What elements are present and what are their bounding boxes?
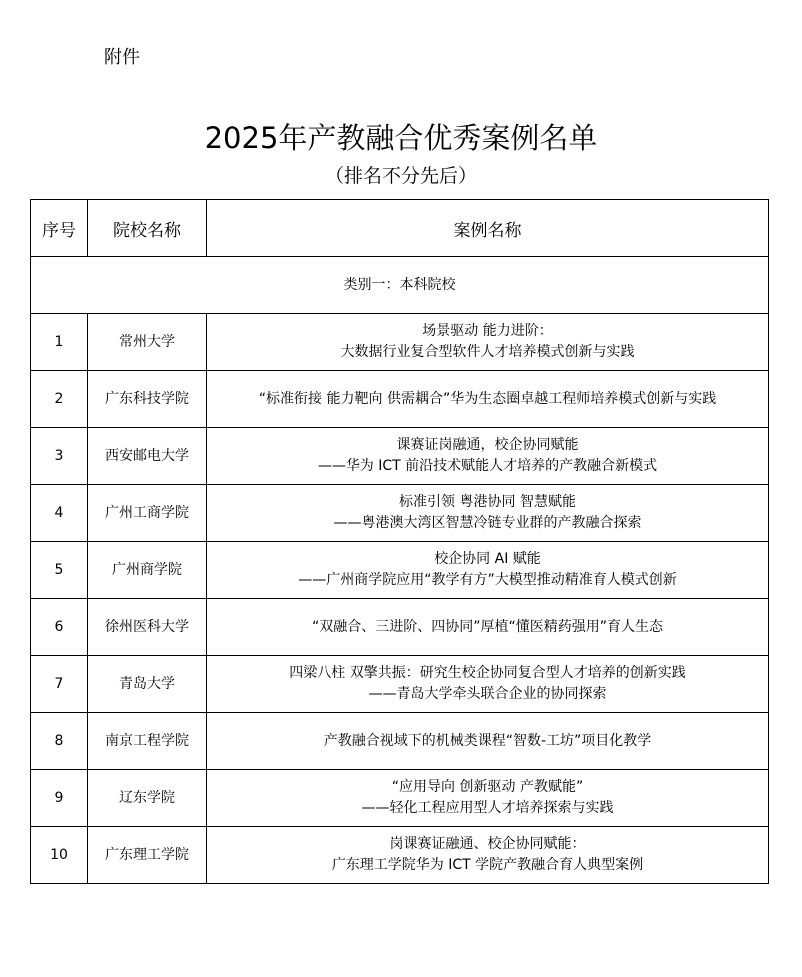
- case-name-line: 产教融合视域下的机械类课程“智数-工坊”项目化教学: [323, 732, 652, 749]
- row-serial-number: 2: [31, 371, 88, 428]
- row-case-name: [207, 371, 769, 428]
- case-name-line: “标准衔接 能力靶向 供需耦合”华为生态圈卓越工程师培养模式创新与实践: [258, 390, 717, 407]
- document-subtitle: （排名不分先后）: [324, 165, 477, 187]
- case-name-line: 大数据行业复合型软件人才培养模式创新与实践: [340, 344, 635, 360]
- header-serial-number: 序号: [31, 200, 88, 257]
- row-school-name: 常州大学: [88, 314, 207, 371]
- case-name-line: ——广州商学院应用“教学有方”大模型推动精准育人模式创新: [298, 572, 677, 588]
- case-name-line: 标准引领 粤港协同 智慧赋能: [399, 494, 576, 510]
- table-row: [31, 314, 769, 371]
- row-school-name: 徐州医科大学: [88, 599, 207, 656]
- row-case-name: [207, 428, 769, 485]
- row-serial-number: 4: [31, 485, 88, 542]
- table-row: [31, 770, 769, 827]
- table-row: [31, 428, 769, 485]
- case-name-line: ——粤港澳大湾区智慧冷链专业群的产教融合探索: [333, 515, 642, 531]
- row-school-name: 广州工商学院: [88, 485, 207, 542]
- table-row: [31, 599, 769, 656]
- row-case-name: [207, 542, 769, 599]
- row-school-name: 南京工程学院: [88, 713, 207, 770]
- case-name-line: 课赛证岗融通，校企协同赋能: [396, 437, 579, 453]
- cases-table: [30, 199, 769, 884]
- case-name-line: ——轻化工程应用型人才培养探索与实践: [361, 800, 614, 816]
- case-name-line: 岗课赛证融通、校企协同赋能：: [389, 836, 586, 852]
- table-row: [31, 371, 769, 428]
- row-school-name: 广东科技学院: [88, 371, 207, 428]
- row-serial-number: 8: [31, 713, 88, 770]
- row-school-name: 广州商学院: [88, 542, 207, 599]
- row-school-name: 西安邮电大学: [88, 428, 207, 485]
- row-serial-number: 7: [31, 656, 88, 713]
- table-header-row: [31, 200, 769, 257]
- row-case-name: [207, 485, 769, 542]
- table-row: [31, 656, 769, 713]
- row-case-name: [207, 713, 769, 770]
- case-name-line: ——青岛大学牵头联合企业的协同探索: [368, 686, 607, 702]
- row-serial-number: 1: [31, 314, 88, 371]
- case-name-line: ——华为 ICT 前沿技术赋能人才培养的产教融合新模式: [317, 458, 658, 474]
- table-row: [31, 485, 769, 542]
- case-name-line: “双融合、三进阶、四协同”厚植“懂医精药强用”育人生态: [311, 618, 663, 635]
- row-case-name: [207, 656, 769, 713]
- row-case-name: [207, 314, 769, 371]
- row-serial-number: 9: [31, 770, 88, 827]
- table-row: [31, 713, 769, 770]
- case-name-line: “应用导向 创新驱动 产教赋能”: [391, 779, 584, 795]
- row-case-name: [207, 599, 769, 656]
- case-name-line: 广东理工学院华为 ICT 学院产教融合育人典型案例: [331, 857, 644, 873]
- row-school-name: 广东理工学院: [88, 827, 207, 884]
- header-school-name: 院校名称: [88, 200, 207, 257]
- case-name-line: 校企协同 AI 赋能: [434, 551, 541, 567]
- row-serial-number: 3: [31, 428, 88, 485]
- row-serial-number: 5: [31, 542, 88, 599]
- case-name-line: 四梁八柱 双擎共振：研究生校企协同复合型人才培养的创新实践: [289, 665, 686, 681]
- table-row: [31, 827, 769, 884]
- case-name-line: 场景驱动 能力进阶：: [422, 323, 553, 339]
- row-serial-number: 10: [31, 827, 88, 884]
- row-case-name: [207, 827, 769, 884]
- table-row: [31, 542, 769, 599]
- row-school-name: 青岛大学: [88, 656, 207, 713]
- attachment-label: 附件: [104, 47, 140, 68]
- row-case-name: [207, 770, 769, 827]
- row-serial-number: 6: [31, 599, 88, 656]
- category-row: [31, 257, 769, 314]
- row-school-name: 辽东学院: [88, 770, 207, 827]
- category-label: 类别一：本科院校: [31, 257, 769, 314]
- header-case-name: 案例名称: [207, 200, 769, 257]
- document-title: 2025年产教融合优秀案例名单: [204, 121, 598, 155]
